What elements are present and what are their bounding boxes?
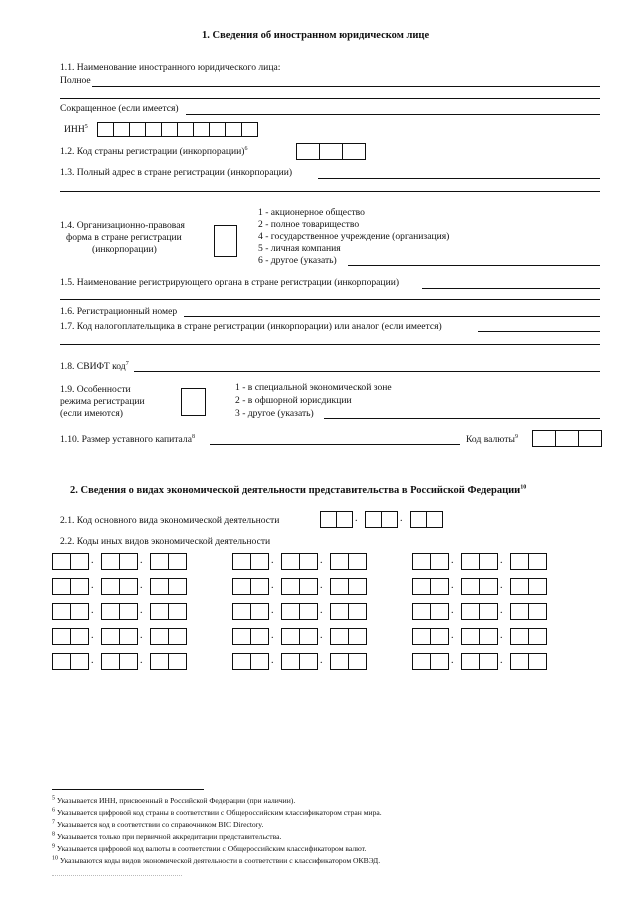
legal-form-code-box[interactable] xyxy=(214,225,237,257)
footnote-9 xyxy=(52,844,366,853)
field-1-9-label-3: (если имеются) xyxy=(60,408,123,419)
field-1-9-label-2: режима регистрации xyxy=(60,396,145,407)
code-cells-group-3[interactable] xyxy=(510,553,547,570)
code-cells-group-3[interactable] xyxy=(150,603,187,620)
section1-title: 1. Сведения об иностранном юридическом лице xyxy=(202,30,430,41)
full-name-input-line[interactable] xyxy=(92,86,600,87)
footnote-8 xyxy=(52,832,281,841)
code-cells-group-3[interactable] xyxy=(510,628,547,645)
code-cells-group-2[interactable] xyxy=(101,603,138,620)
registrar-continuation-line[interactable] xyxy=(60,299,600,300)
code-separator-dot: . xyxy=(140,655,143,666)
field-1-7-label: 1.7. Код налогоплательщика в стране регистрации (инкорпорации) или аналог (если имеется) xyxy=(60,321,442,332)
code-cells-group-3[interactable] xyxy=(150,578,187,595)
address-input-line[interactable] xyxy=(318,178,600,179)
code-cells-group-2[interactable] xyxy=(281,578,318,595)
field-1-9-label-1: 1.9. Особенности xyxy=(60,384,131,395)
code-cells-group-3[interactable] xyxy=(510,578,547,595)
code-cells-group-3[interactable] xyxy=(330,628,367,645)
code-separator-dot: . xyxy=(320,555,323,566)
code-cells-group-3[interactable] xyxy=(150,628,187,645)
inn-label: ИНН$^5$ xyxy=(64,123,88,135)
field-1-2-label: 1.2. Код страны регистрации (инкорпорации)$^6$ xyxy=(60,145,248,157)
legal-form-option-5: 5 - личная компания xyxy=(258,243,341,254)
code-cells-group-2[interactable] xyxy=(101,553,138,570)
field-1-10-label: 1.10. Размер уставного капитала$^8$ xyxy=(60,433,195,445)
registrar-input-line[interactable] xyxy=(422,288,600,289)
code-separator-dot: . xyxy=(271,655,274,666)
code-cells-group-3[interactable] xyxy=(150,653,187,670)
code-cells-group-1[interactable] xyxy=(52,628,89,645)
code-cells-group-1[interactable] xyxy=(52,603,89,620)
currency-code-cells[interactable] xyxy=(532,430,602,447)
footnote-number: 9 xyxy=(52,843,55,850)
code-separator-dot: . xyxy=(500,655,503,666)
code-separator-dot: . xyxy=(271,630,274,641)
regime-option-2: 2 - в офшорной юрисдикции xyxy=(235,395,352,406)
code-cells-group-3[interactable] xyxy=(510,603,547,620)
code-cells-group-2[interactable] xyxy=(281,603,318,620)
code-separator-dot: . xyxy=(271,555,274,566)
field-1-5-label: 1.5. Наименование регистрирующего органа в стране регистрации (инкорпорации) xyxy=(60,277,400,288)
code-cells-group-3[interactable] xyxy=(330,578,367,595)
code-cells-group-1[interactable] xyxy=(412,578,449,595)
code-separator-dot: . xyxy=(271,605,274,616)
code-cells-group-1[interactable] xyxy=(232,603,269,620)
code-cells-group-1[interactable] xyxy=(232,628,269,645)
scan-artifact xyxy=(52,875,182,876)
code-cells-group-3[interactable] xyxy=(150,553,187,570)
code-separator-dot: . xyxy=(320,605,323,616)
section2-title: 2. Сведения о видах экономической деятельности представительства в Российской Федерации$^{10}$ xyxy=(70,484,527,496)
field-2-1-label: 2.1. Код основного вида экономической деятельности xyxy=(60,515,280,526)
taxpayer-code-input-line[interactable] xyxy=(478,331,600,332)
code-cells-group-2[interactable] xyxy=(461,653,498,670)
registration-regime-code-box[interactable] xyxy=(181,388,206,416)
legal-form-other-line[interactable] xyxy=(348,265,600,266)
reg-number-input-line[interactable] xyxy=(184,316,600,317)
code-separator-dot: . xyxy=(500,630,503,641)
code-cells-group-1[interactable] xyxy=(320,511,353,528)
code-cells-group-2[interactable] xyxy=(281,553,318,570)
footnote-number: 7 xyxy=(52,819,55,826)
code-cells-group-2[interactable] xyxy=(281,628,318,645)
field-1-1-label: 1.1. Наименование иностранного юридического лица: xyxy=(60,62,281,73)
code-cells-group-1[interactable] xyxy=(412,628,449,645)
field-1-4-label-3: (инкорпорации) xyxy=(92,244,157,255)
swift-input-line[interactable] xyxy=(134,371,600,372)
field-1-6-label: 1.6. Регистрационный номер xyxy=(60,306,178,317)
code-cells-group-2[interactable] xyxy=(461,553,498,570)
regime-other-line[interactable] xyxy=(324,418,600,419)
code-cells-group-2[interactable] xyxy=(101,578,138,595)
footnote-text: Указывается цифровой код страны в соответствии с Общероссийским классификатором стран мира. xyxy=(55,808,382,817)
short-name-input-line[interactable] xyxy=(186,114,600,115)
inn-cells[interactable] xyxy=(97,122,258,137)
regime-option-3: 3 - другое (указать) xyxy=(235,408,314,419)
footnote-7 xyxy=(52,820,263,829)
code-separator-dot: . xyxy=(91,655,94,666)
code-cells-group-1[interactable] xyxy=(52,653,89,670)
code-cells-group-2[interactable] xyxy=(461,578,498,595)
footnote-5 xyxy=(52,796,295,805)
field-1-1-full-label: Полное xyxy=(60,75,91,86)
footnote-separator xyxy=(52,789,204,790)
code-cells-group-2[interactable] xyxy=(461,628,498,645)
field-1-1-short-label: Сокращенное (если имеется) xyxy=(60,103,179,114)
code-separator-dot: . xyxy=(500,580,503,591)
code-separator-dot: . xyxy=(91,630,94,641)
footnote-text: Указываются коды видов экономической деятельности в соответствии с классификатором ОКВЭД. xyxy=(58,856,381,865)
code-cells-group-3[interactable] xyxy=(410,511,443,528)
code-cells-group-1[interactable] xyxy=(52,578,89,595)
code-cells-group-2[interactable] xyxy=(101,653,138,670)
capital-input-line[interactable] xyxy=(210,444,460,445)
code-cells-group-2[interactable] xyxy=(365,511,398,528)
footnote-text: Указывается цифровой код валюты в соответствии с Общероссийским классификатором валют. xyxy=(55,844,367,853)
code-cells-group-2[interactable] xyxy=(101,628,138,645)
footnote-number: 5 xyxy=(52,795,55,802)
code-cells-group-3[interactable] xyxy=(330,553,367,570)
code-cells-group-3[interactable] xyxy=(330,603,367,620)
code-separator-dot: . xyxy=(451,580,454,591)
footnote-number: 10 xyxy=(52,855,58,862)
code-separator-dot: . xyxy=(355,513,358,524)
currency-code-label: Код валюты$^9$ xyxy=(466,433,518,445)
footnote-6 xyxy=(52,808,382,817)
code-separator-dot: . xyxy=(451,630,454,641)
code-separator-dot: . xyxy=(320,580,323,591)
code-cells-group-3[interactable] xyxy=(510,653,547,670)
legal-form-option-4: 4 - государственное учреждение (организация) xyxy=(258,231,450,242)
footnote-text: Указывается код в соответствии со справочником BIC Directory. xyxy=(55,820,264,829)
code-separator-dot: . xyxy=(140,605,143,616)
code-separator-dot: . xyxy=(451,655,454,666)
code-cells-group-3[interactable] xyxy=(330,653,367,670)
code-separator-dot: . xyxy=(140,580,143,591)
code-separator-dot: . xyxy=(320,630,323,641)
legal-form-option-2: 2 - полное товарищество xyxy=(258,219,360,230)
field-1-8-label: 1.8. СВИФТ код$^7$ xyxy=(60,360,129,372)
code-separator-dot: . xyxy=(140,630,143,641)
code-separator-dot: . xyxy=(451,555,454,566)
code-cells-group-1[interactable] xyxy=(232,553,269,570)
full-name-continuation-line[interactable] xyxy=(60,98,600,99)
code-separator-dot: . xyxy=(91,580,94,591)
legal-form-option-1: 1 - акционерное общество xyxy=(258,207,365,218)
taxpayer-code-continuation-line[interactable] xyxy=(60,344,600,345)
code-cells-group-1[interactable] xyxy=(232,653,269,670)
field-1-4-label-1: 1.4. Организационно-правовая xyxy=(60,220,185,231)
code-cells-group-1[interactable] xyxy=(52,553,89,570)
code-separator-dot: . xyxy=(91,605,94,616)
code-cells-group-1[interactable] xyxy=(232,578,269,595)
code-cells-group-1[interactable] xyxy=(412,553,449,570)
code-separator-dot: . xyxy=(91,555,94,566)
code-cells-group-1[interactable] xyxy=(412,603,449,620)
code-separator-dot: . xyxy=(140,555,143,566)
code-separator-dot: . xyxy=(500,605,503,616)
footnote-text: Указывается ИНН, присвоенный в Российской Федерации (при наличии). xyxy=(55,796,296,805)
address-continuation-line[interactable] xyxy=(60,191,600,192)
regime-option-1: 1 - в специальной экономической зоне xyxy=(235,382,392,393)
country-code-cells[interactable] xyxy=(296,143,366,160)
legal-form-option-6: 6 - другое (указать) xyxy=(258,255,337,266)
code-separator-dot: . xyxy=(400,513,403,524)
code-separator-dot: . xyxy=(271,580,274,591)
field-2-2-label: 2.2. Коды иных видов экономической деятельности xyxy=(60,536,271,547)
code-separator-dot: . xyxy=(320,655,323,666)
code-cells-group-2[interactable] xyxy=(461,603,498,620)
code-cells-group-1[interactable] xyxy=(412,653,449,670)
code-separator-dot: . xyxy=(451,605,454,616)
footnote-number: 8 xyxy=(52,831,55,838)
field-1-3-label: 1.3. Полный адрес в стране регистрации (инкорпорации) xyxy=(60,167,293,178)
footnote-10 xyxy=(52,856,380,865)
footnote-text: Указывается только при первичной аккредитации представительства. xyxy=(55,832,282,841)
footnote-number: 6 xyxy=(52,807,55,814)
code-cells-group-2[interactable] xyxy=(281,653,318,670)
field-1-4-label-2: форма в стране регистрации xyxy=(66,232,182,243)
code-separator-dot: . xyxy=(500,555,503,566)
